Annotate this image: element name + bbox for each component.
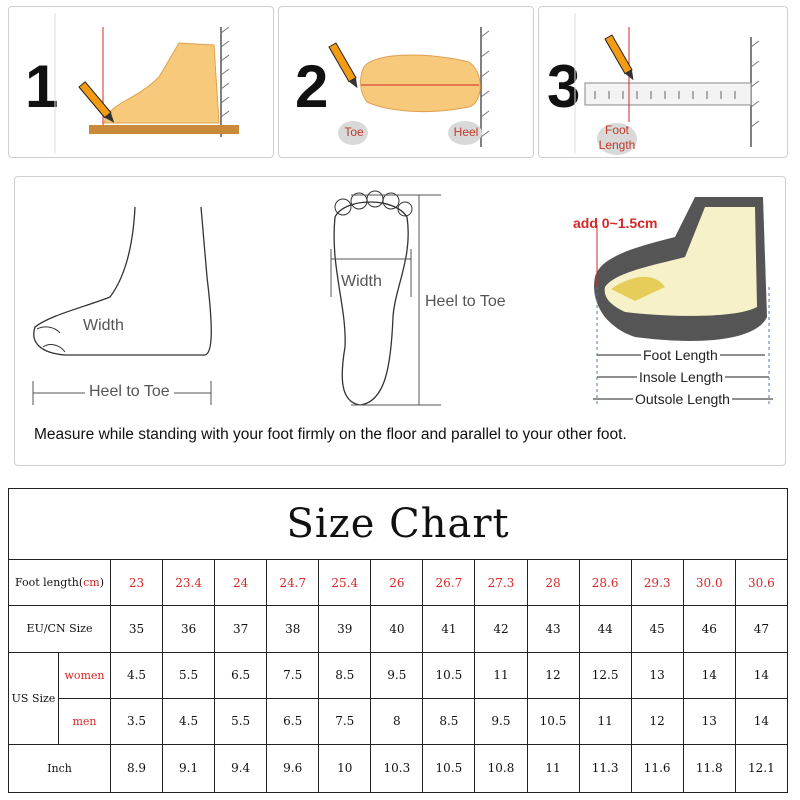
size-cell: 42 [475, 606, 527, 652]
size-cell: 44 [579, 606, 631, 652]
size-cell: 24 [215, 560, 267, 606]
size-cell: 3.5 [111, 698, 163, 744]
size-cell: 10.3 [371, 744, 423, 792]
us-men-row [9, 698, 788, 744]
toe-label: Toe [344, 125, 364, 139]
size-cell: 28.6 [579, 560, 631, 606]
measurement-diagrams-panel [14, 176, 786, 466]
size-cell: 25.4 [319, 560, 371, 606]
women-header: women [59, 652, 111, 698]
size-cell: 9.1 [163, 744, 215, 792]
ruler-illustration [539, 7, 789, 159]
add-allowance-label: add 0~1.5cm [573, 215, 658, 231]
step-number: 2 [295, 53, 329, 120]
measurement-instruction: Measure while standing with your foot firmly on the floor and parallel to your other foot. [34, 426, 627, 443]
size-cell: 8.9 [111, 744, 163, 792]
size-chart-title: Size Chart [9, 489, 788, 560]
men-header: men [59, 698, 111, 744]
foot-length-row [9, 560, 788, 606]
size-cell: 10.5 [527, 698, 579, 744]
size-cell: 14 [735, 698, 787, 744]
us-women-row [9, 652, 788, 698]
size-cell: 8 [371, 698, 423, 744]
size-cell: 5.5 [163, 652, 215, 698]
size-cell: 12.1 [735, 744, 787, 792]
foot-length-header-text: Foot length( [14, 576, 84, 590]
foot-top-view-illustration [279, 7, 535, 159]
size-cell: 11.8 [683, 744, 735, 792]
eu-size-header: EU/CN Size [9, 606, 111, 652]
size-cell: 35 [111, 606, 163, 652]
side-width-label: Width [83, 317, 124, 334]
size-cell: 11 [527, 744, 579, 792]
size-cell: 28 [527, 560, 579, 606]
step-panel-2 [278, 6, 534, 158]
size-cell: 12 [527, 652, 579, 698]
size-cell: 41 [423, 606, 475, 652]
size-cell: 23.4 [163, 560, 215, 606]
size-cell: 4.5 [111, 652, 163, 698]
size-cell: 30.6 [735, 560, 787, 606]
size-cell: 45 [631, 606, 683, 652]
size-cell: 23 [111, 560, 163, 606]
size-cell: 10 [319, 744, 371, 792]
foot-length-label: Foot Length [643, 347, 718, 363]
foot-on-floor-illustration [9, 7, 275, 159]
size-cell: 26.7 [423, 560, 475, 606]
size-cell: 38 [267, 606, 319, 652]
size-cell: 47 [735, 606, 787, 652]
step-number: 1 [25, 53, 59, 120]
inch-row [9, 744, 788, 792]
size-cell: 4.5 [163, 698, 215, 744]
size-cell: 11 [579, 698, 631, 744]
size-cell: 9.5 [475, 698, 527, 744]
size-cell: 11 [475, 652, 527, 698]
size-cell: 10.5 [423, 652, 475, 698]
size-cell: 26 [371, 560, 423, 606]
sole-width-label: Width [341, 273, 382, 290]
size-cell: 29.3 [631, 560, 683, 606]
size-cell: 5.5 [215, 698, 267, 744]
eu-size-row [9, 606, 788, 652]
size-cell: 10.5 [423, 744, 475, 792]
insole-length-label: Insole Length [639, 369, 724, 385]
foot-length-header [9, 560, 111, 606]
step-number: 3 [547, 53, 581, 120]
size-cell: 24.7 [267, 560, 319, 606]
size-cell: 37 [215, 606, 267, 652]
size-cell: 46 [683, 606, 735, 652]
size-cell: 43 [527, 606, 579, 652]
size-cell: 12 [631, 698, 683, 744]
foot-length-header-close: ) [99, 576, 105, 590]
foot-length-unit: cm [83, 576, 100, 590]
size-cell: 8.5 [423, 698, 475, 744]
size-cell: 9.4 [215, 744, 267, 792]
size-cell: 13 [631, 652, 683, 698]
outsole-length-label: Outsole Length [635, 391, 730, 407]
size-cell: 10.8 [475, 744, 527, 792]
size-cell: 6.5 [215, 652, 267, 698]
size-cell: 6.5 [267, 698, 319, 744]
size-cell: 13 [683, 698, 735, 744]
inch-header: Inch [9, 744, 111, 792]
size-cell: 11.3 [579, 744, 631, 792]
size-cell: 8.5 [319, 652, 371, 698]
size-chart-title-row [9, 489, 788, 560]
step-panel-3 [538, 6, 788, 158]
foot-length-label: Foot Length [598, 123, 636, 152]
size-cell: 7.5 [267, 652, 319, 698]
size-cell: 9.6 [267, 744, 319, 792]
size-cell: 27.3 [475, 560, 527, 606]
sole-heel-to-toe-label: Heel to Toe [425, 293, 506, 310]
size-cell: 9.5 [371, 652, 423, 698]
size-cell: 40 [371, 606, 423, 652]
size-cell: 30.0 [683, 560, 735, 606]
side-heel-to-toe-label: Heel to Toe [85, 383, 174, 401]
size-cell: 36 [163, 606, 215, 652]
size-chart-table [8, 488, 788, 793]
step-panel-1 [8, 6, 274, 158]
size-cell: 14 [735, 652, 787, 698]
heel-label: Heel [453, 125, 479, 139]
size-cell: 7.5 [319, 698, 371, 744]
size-cell: 14 [683, 652, 735, 698]
size-cell: 12.5 [579, 652, 631, 698]
size-cell: 39 [319, 606, 371, 652]
size-cell: 11.6 [631, 744, 683, 792]
measurement-illustrations [15, 177, 787, 467]
us-size-header: US Size [9, 652, 59, 744]
